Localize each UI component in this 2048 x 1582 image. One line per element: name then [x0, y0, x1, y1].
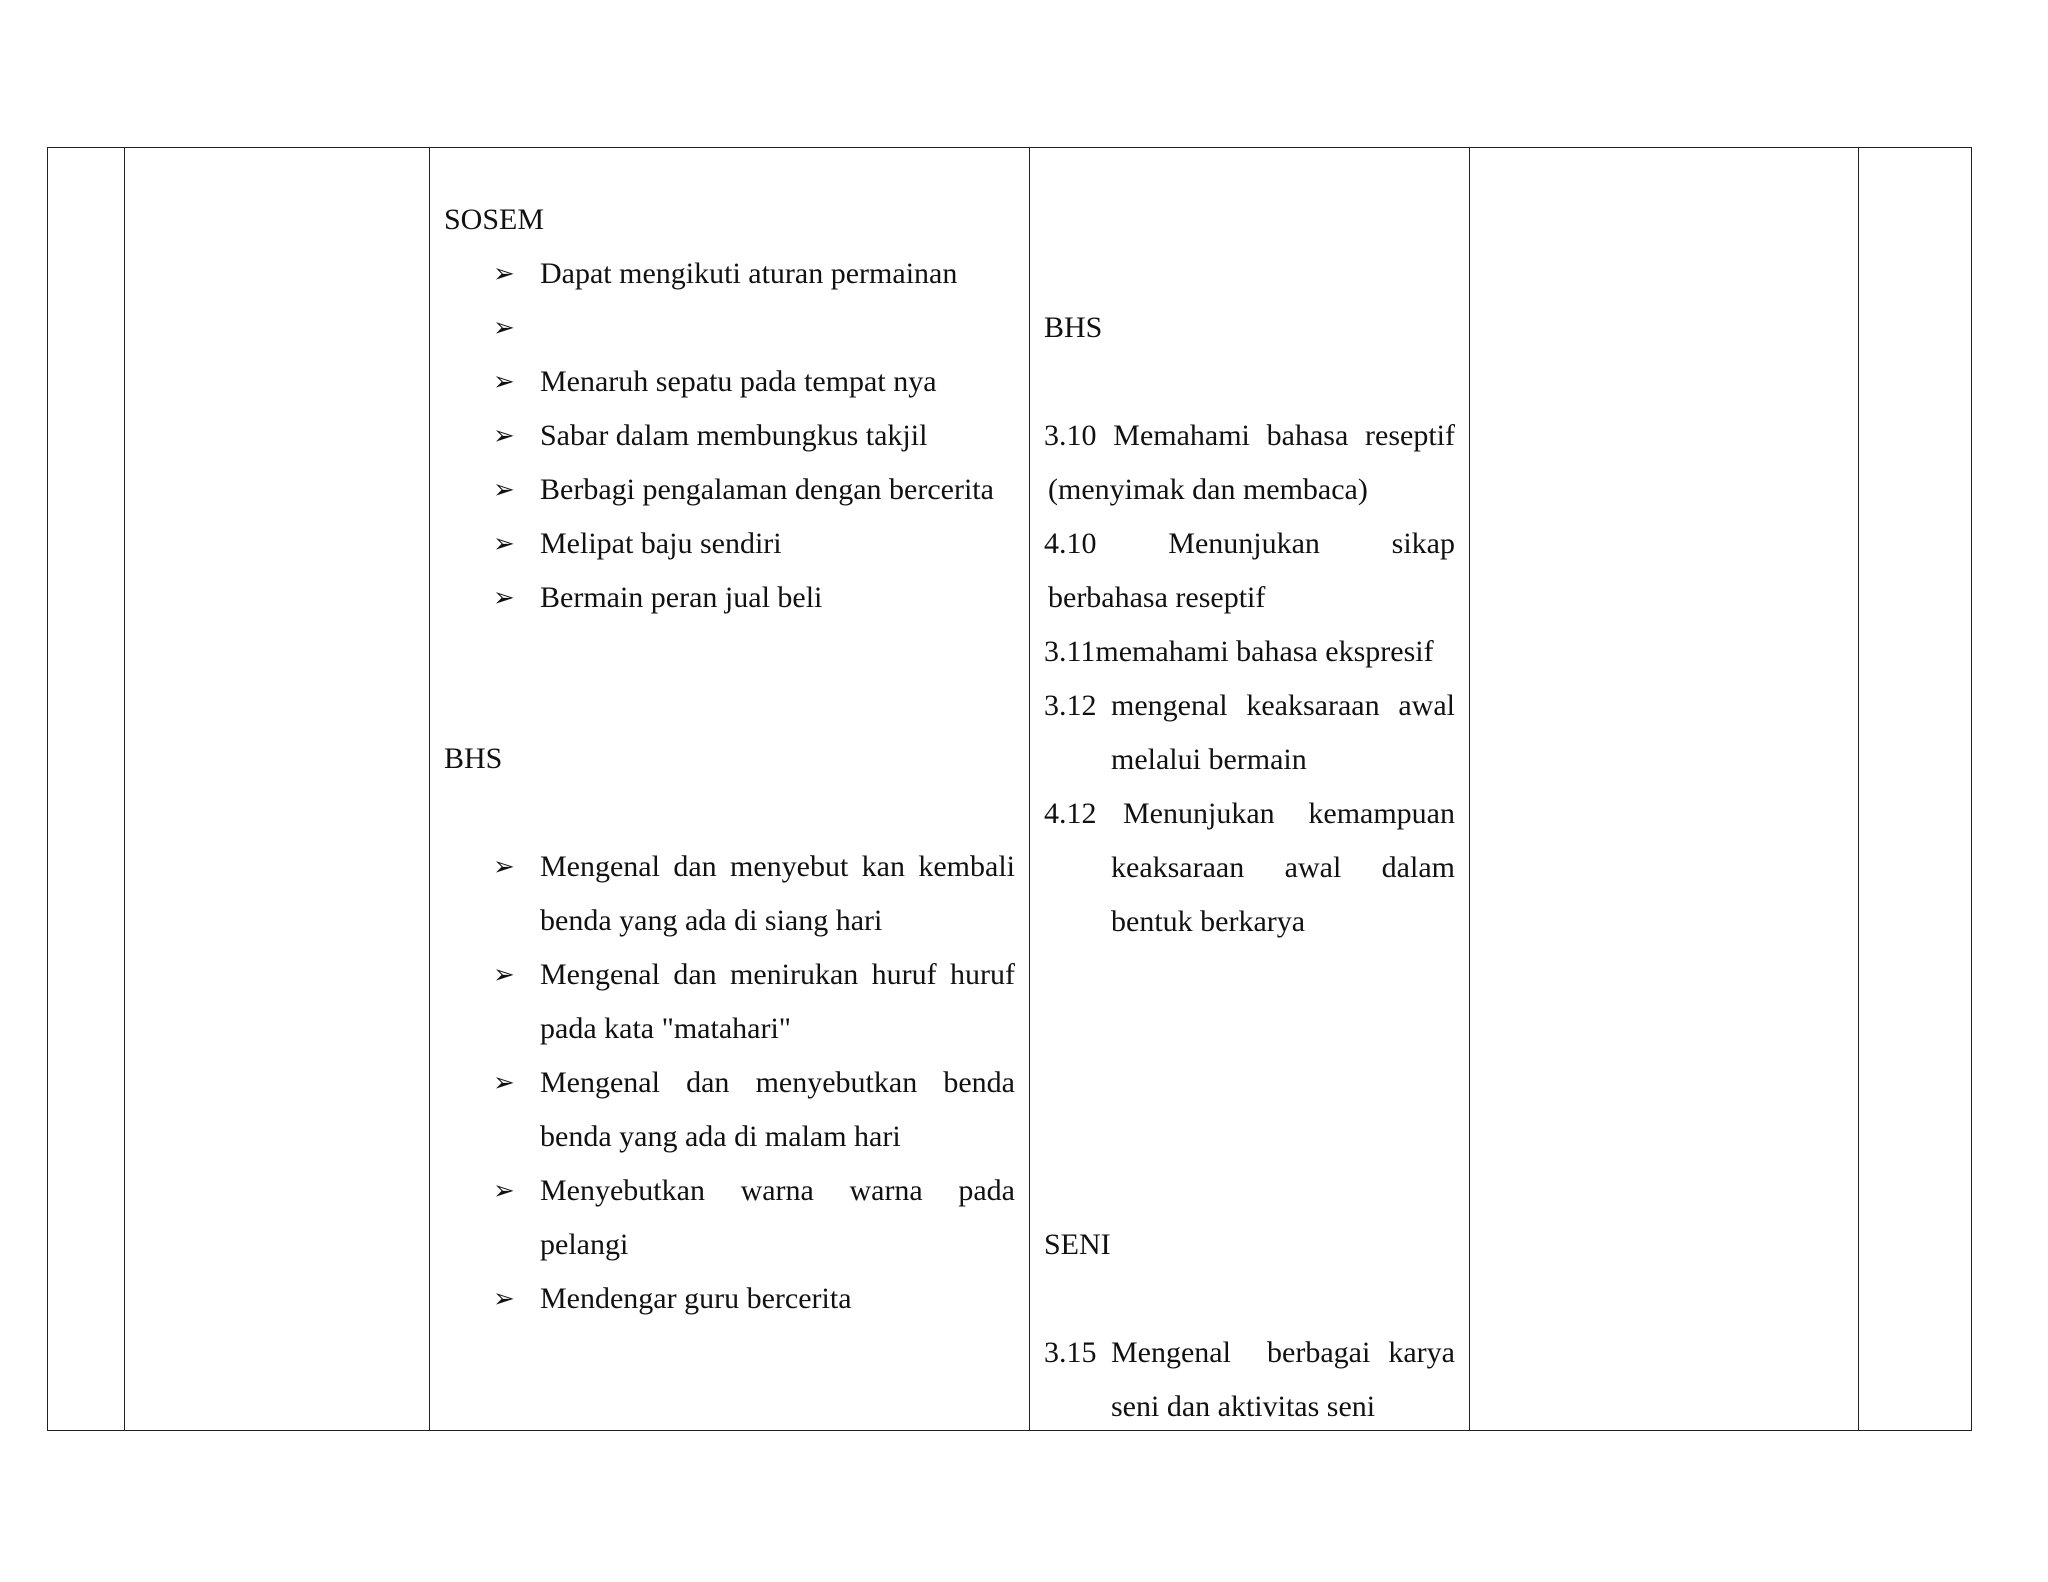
sosem-heading: SOSEM: [444, 203, 545, 236]
kd-4-12-number: 4.12: [1044, 797, 1097, 830]
kd-3-12: mengenal keaksaraan awal: [1111, 689, 1455, 722]
arrow-bullet-icon: ➢: [493, 367, 515, 396]
arrow-bullet-icon: ➢: [493, 475, 515, 504]
arrow-bullet-icon: ➢: [493, 583, 515, 612]
arrow-bullet-icon: ➢: [493, 960, 515, 989]
list-item-text: Berbagi pengalaman dengan bercerita: [540, 473, 994, 506]
list-item-text: pelangi: [540, 1228, 629, 1261]
cell-empty-5: [1470, 148, 1858, 1430]
cell-empty-1: [48, 148, 124, 1430]
kd-3-10-cont: (menyimak dan membaca): [1048, 473, 1368, 506]
cell-activities: [430, 148, 1029, 1430]
bhs-heading: BHS: [1044, 311, 1103, 344]
list-item-text: benda yang ada di malam hari: [540, 1120, 901, 1153]
list-item-text: Menaruh sepatu pada tempat nya: [540, 365, 937, 398]
arrow-bullet-icon: ➢: [493, 1176, 515, 1205]
arrow-bullet-icon: ➢: [493, 313, 515, 342]
cell-empty-6: [1859, 148, 1971, 1430]
list-item-text: Sabar dalam membungkus takjil: [540, 419, 928, 452]
arrow-bullet-icon: ➢: [493, 259, 515, 288]
kd-3-12-number: 3.12: [1044, 689, 1097, 722]
kd-4-12-cont: keaksaraan awal dalam: [1111, 851, 1455, 884]
list-item-text: Mengenal dan menyebutkan benda: [540, 1066, 1015, 1099]
kd-4-12-cont: bentuk berkarya: [1111, 905, 1306, 938]
arrow-bullet-icon: ➢: [493, 421, 515, 450]
kd-3-15-number: 3.15: [1044, 1336, 1097, 1369]
arrow-bullet-icon: ➢: [493, 529, 515, 558]
kd-4-10-cont: berbahasa reseptif: [1048, 581, 1266, 614]
kd-4-12: Menunjukan kemampuan: [1123, 797, 1455, 830]
list-item-text: Melipat baju sendiri: [540, 527, 782, 560]
kd-4-10: 4.10 Menunjukan sikap: [1044, 527, 1455, 560]
list-item-text: Menyebutkan warna warna pada: [540, 1174, 1015, 1207]
kd-3-15: Mengenal berbagai karya: [1111, 1336, 1455, 1369]
content-table: [47, 147, 1972, 1431]
kd-3-11: 3.11memahami bahasa ekspresif: [1044, 635, 1434, 668]
list-item-text: Mengenal dan menyebut kan kembali: [540, 850, 1015, 883]
cell-empty-2: [125, 148, 429, 1430]
arrow-bullet-icon: ➢: [493, 1284, 515, 1313]
kd-3-15-cont: seni dan aktivitas seni: [1111, 1390, 1376, 1423]
list-item-text: Dapat mengikuti aturan permainan: [540, 257, 958, 290]
list-item-text: Mengenal dan menirukan huruf huruf: [540, 958, 1015, 991]
arrow-bullet-icon: ➢: [493, 1068, 515, 1097]
arrow-bullet-icon: ➢: [493, 852, 515, 881]
kd-3-12-cont: melalui bermain: [1111, 743, 1307, 776]
list-item-text: Bermain peran jual beli: [540, 581, 823, 614]
cell-competencies: [1030, 148, 1469, 1430]
bhs-heading: BHS: [444, 742, 503, 775]
list-item-text: Mendengar guru bercerita: [540, 1282, 852, 1315]
seni-heading: SENI: [1044, 1228, 1111, 1261]
list-item-text: pada kata "matahari": [540, 1012, 792, 1045]
kd-3-10: 3.10 Memahami bahasa reseptif: [1044, 419, 1455, 452]
list-item-text: benda yang ada di siang hari: [540, 904, 883, 937]
